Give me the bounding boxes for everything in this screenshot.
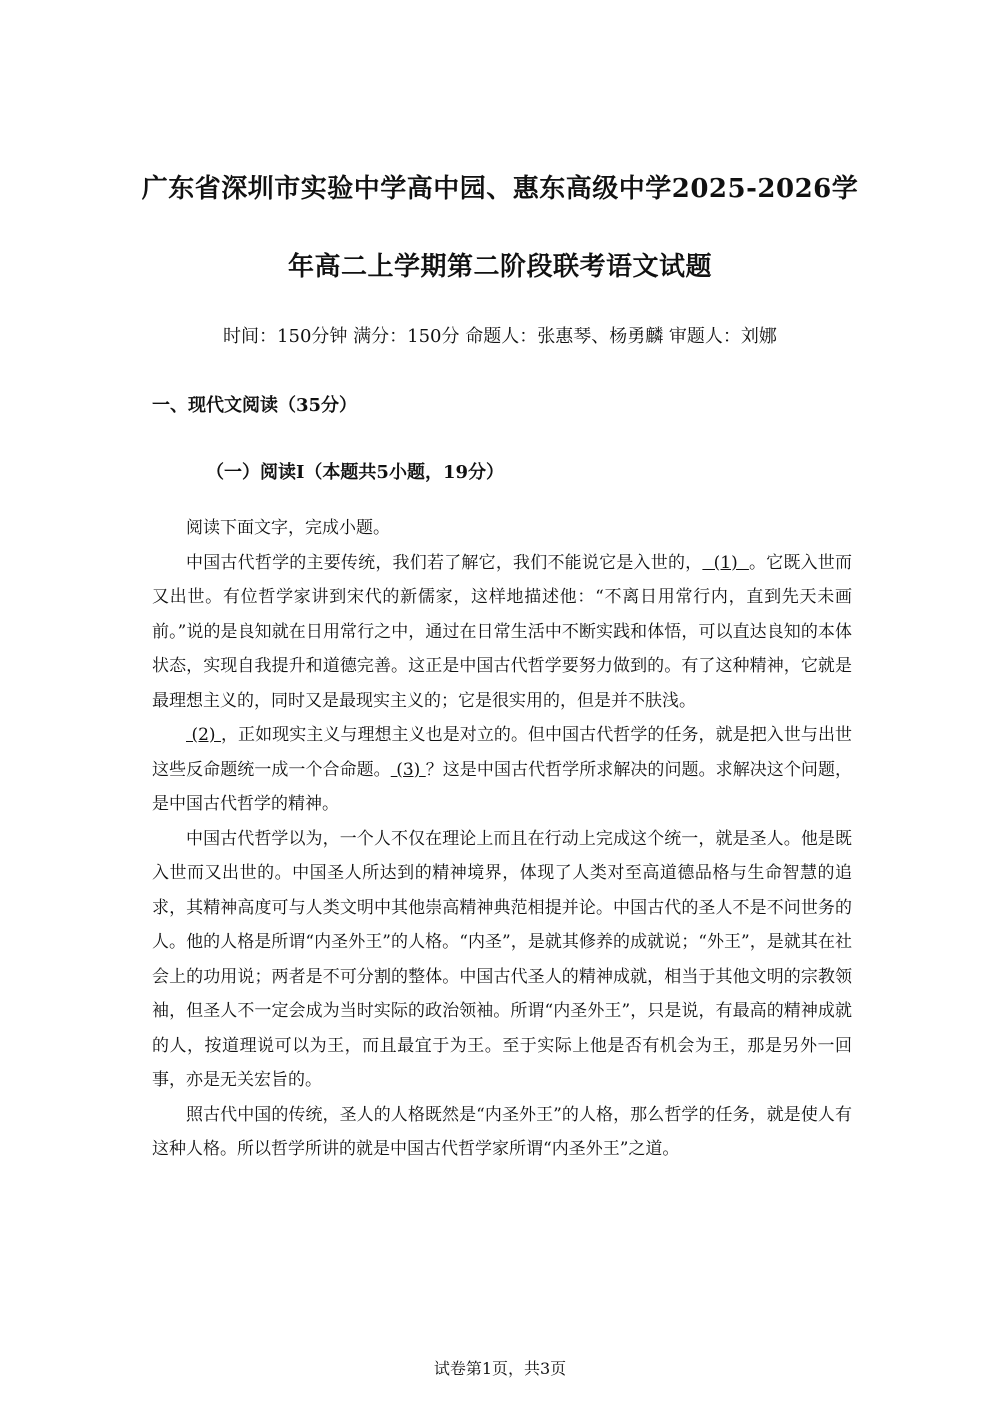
fill-blank-2: (2) (186, 725, 221, 745)
exam-meta-info: 时间：150分钟 满分：150分 命题人：张惠琴、杨勇麟 审题人：刘娜 (223, 326, 777, 347)
paragraph-text: 中国古代哲学的主要传统，我们若了解它，我们不能说它是入世的， (186, 552, 703, 573)
reading-passage (152, 511, 852, 1167)
passage-paragraph-3: 中国古代哲学以为，一个人不仅在理论上而且在行动上完成这个统一，就是圣人。他是既入世而又出世的。中国圣人所达到的精神境界，体现了人类对至高道德品格与生命智慧的追求，其精神高度可与人类文明中其他崇高精神典范相提并论。中国古代的圣人不是不问世务的人。他的人格是所谓“内圣外王”的人格。“内圣”，是就其修养的成就说；“外王”，是就其在社会上的功用说；两者是不可分割的整体。中国古代圣人的精神成就，相当于其他文明的宗教领袖，但圣人不一定会成为当时实际的政治领袖。所谓“内圣外王”，只是说，有最高的精神成就的人，按道理说可以为王，而且最宜于为王。至于实际上他是否有机会为王，那是另外一回事，亦是无关宏旨的。 (152, 828, 852, 1090)
passage-paragraph-2 (152, 718, 852, 822)
paragraph-text: ，正如现实主义与理想主义也是对立的。但中国古代哲学的任务，就是把入世与出世这些反命题统一成一个合命题。 (152, 725, 852, 780)
section-heading: 一、现代文阅读（35分） (152, 395, 358, 416)
fill-blank-1: (1) (702, 552, 749, 573)
page-footer: 试卷第1页，共3页 (433, 1359, 567, 1378)
paragraph-text: ？这是中国古代哲学所求解决的问题。求解决这个问题，是中国古代哲学的精神。 (152, 759, 853, 814)
exam-title-line1: 广东省深圳市实验中学高中园、惠东高级中学2025-2026学 (141, 174, 859, 204)
fill-blank-3: (3) (390, 759, 426, 780)
instruction-text: 阅读下面文字，完成小题。 (186, 518, 390, 538)
passage-paragraph-4: 照古代中国的传统，圣人的人格既然是“内圣外王”的人格，那么哲学的任务，就是使人有这种人格。所以哲学所讲的就是中国古代哲学家所谓“内圣外王”之道。 (152, 1104, 852, 1159)
passage-paragraph-1 (152, 546, 852, 719)
exam-title-line2: 年高二上学期第二阶段联考语文试题 (287, 252, 712, 282)
paragraph-text: 。它既入世而又出世。有位哲学家讲到宋代的新儒家，这样地描述他：“不离日用常行内，直到先天未画前。”说的是良知就在日用常行之中，通过在日常生活中不断实践和体悟，可以直达良知的本体状态，实现自我提升和道德完善。这正是中国古代哲学要努力做到的。有了这种精神，它就是最理想主义的，同时又是最现实主义的；它是很实用的，但是并不肤浅。 (152, 552, 853, 711)
subsection-heading: （一）阅读Ⅰ（本题共5小题，19分） (206, 462, 504, 483)
